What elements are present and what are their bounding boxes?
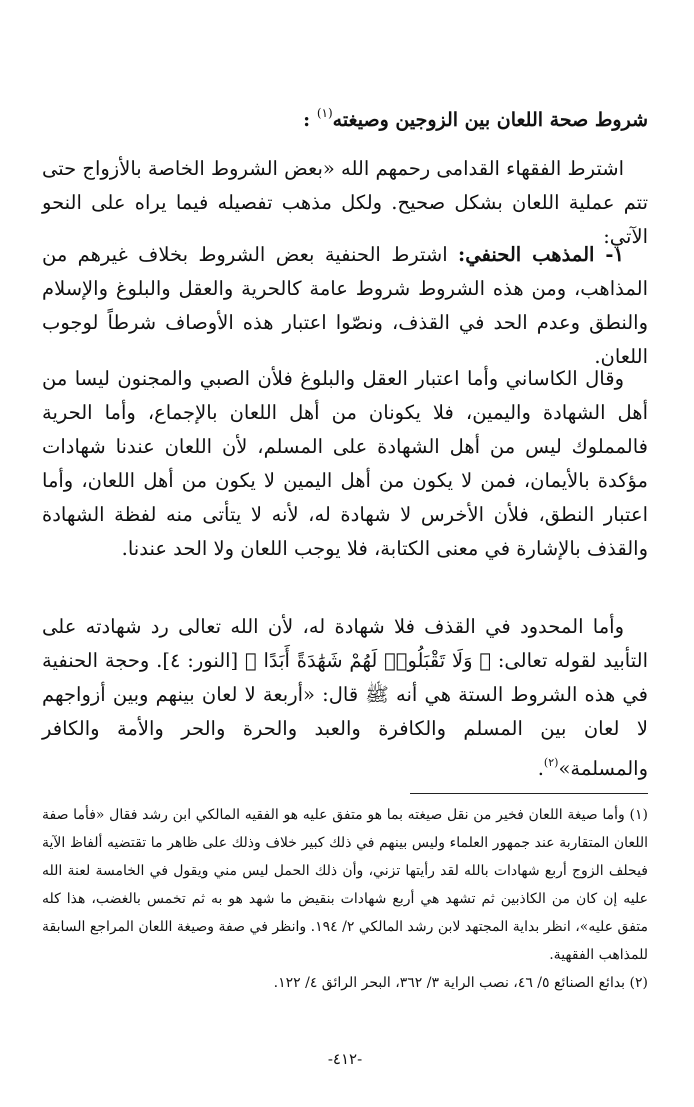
heading-footnote-ref[interactable]: (١) bbox=[316, 106, 333, 120]
paragraph-end-mark: . bbox=[537, 757, 544, 780]
paragraph-hanafi bbox=[42, 238, 648, 374]
paragraph-footnote-ref[interactable]: (٢) bbox=[543, 756, 559, 769]
heading-colon: : bbox=[303, 109, 311, 131]
footnote-separator bbox=[410, 793, 648, 794]
footnote-2: (٢) بدائع الصنائع ٥/ ٤٦، نصب الراية ٣/ ٣٦٢، البحر الرائق ٤/ ١٢٢. bbox=[273, 975, 648, 991]
heading-title: شروط صحة اللعان بين الزوجين وصيغته bbox=[332, 109, 648, 131]
paragraph-hanafi-text: اشترط الحنفية بعض الشروط بخلاف غيرهم من المذاهب، ومن هذه الشروط شروط عامة كالحرية والعقل والبلوغ والإسلام والنطق وعدم الحد في القذف، ونصّوا اعتبار هذه الأوصاف شرطاً لوجوب اللعان. bbox=[42, 243, 648, 368]
page-number: -٤١٢- bbox=[327, 1050, 363, 1068]
hanafi-subheading: ١- المذهب الحنفي: bbox=[458, 243, 624, 266]
paragraph-mahdud-text: وأما المحدود في القذف فلا شهادة له، لأن الله تعالى رد شهادته على التأبيد لقوله تعالى: ﴿ وَلَا تَقْبَلُوا۟ لَهُمْ شَهَٰدَةً أَبَدًا ﴾ [النور: ٤]. وحجة الحنفية في هذه الشروط الستة هي أنه ﷺ قال: «أربعة لا لعان بينهم وبين أزواجهم لا لعان بين المسلم والكافرة والعبد والحرة والحر والأمة والكافر والمسلمة» bbox=[42, 615, 648, 780]
paragraph-kasani bbox=[42, 362, 648, 566]
paragraph-mahdud bbox=[42, 610, 648, 786]
document-page bbox=[42, 0, 648, 1107]
section-heading bbox=[42, 98, 648, 135]
footnotes bbox=[42, 801, 648, 997]
paragraph-intro-text: اشترط الفقهاء القدامى رحمهم الله «بعض الشروط الخاصة بالأزواج حتى تتم عملية اللعان بشكل صحيح. ولكل مذهب تفصيله فيما يراه على النحو الآتي: bbox=[41, 157, 648, 248]
footnote-1: (١) وأما صيغة اللعان فخير من نقل صيغته بما هو متفق عليه هو الفقيه المالكي ابن رشد فقال «فأما صفة اللعان المتقاربة عند جمهور العلماء وليس بينهم في ذلك كبير خلاف وذلك على ظاهر ما تقتضيه ألفاظ الآية فيحلف الزوج أربع شهادات بالله لقد رأيتها تزني، وأن ذلك الحمل ليس مني ويقول في الخامسة لعنة الله عليه إن كان من الكاذبين ثم تشهد هي أربع شهادات بنقيض ما شهد هو به ثم تخمس بالغضب، هذا كله متفق عليه»، انظر بداية المجتهد لابن رشد المالكي ٢/ ١٩٤. وانظر في صفة وصيغة اللعان المراجع السابقة للمذاهب الفقهية. bbox=[42, 807, 649, 963]
paragraph-kasani-text: وقال الكاساني وأما اعتبار العقل والبلوغ فلأن الصبي والمجنون ليسا من أهل الشهادة واليمين، فلا يكونان من أهل اللعان بالإجماع، وأما الحرية فالمملوك ليس من أهل الشهادة على المسلم، لأن اللعان عندنا شهادات مؤكدة بالأيمان، فمن لا يكون من أهل اليمين لا يكون من أهل اللعان، وأما اعتبار النطق، فلأن الأخرس لا شهادة له، لأنه لا يتأتى منه لفظة الشهادة والقذف بالإشارة في معنى الكتابة، فلا يوجب اللعان ولا الحد عندنا. bbox=[42, 367, 648, 560]
